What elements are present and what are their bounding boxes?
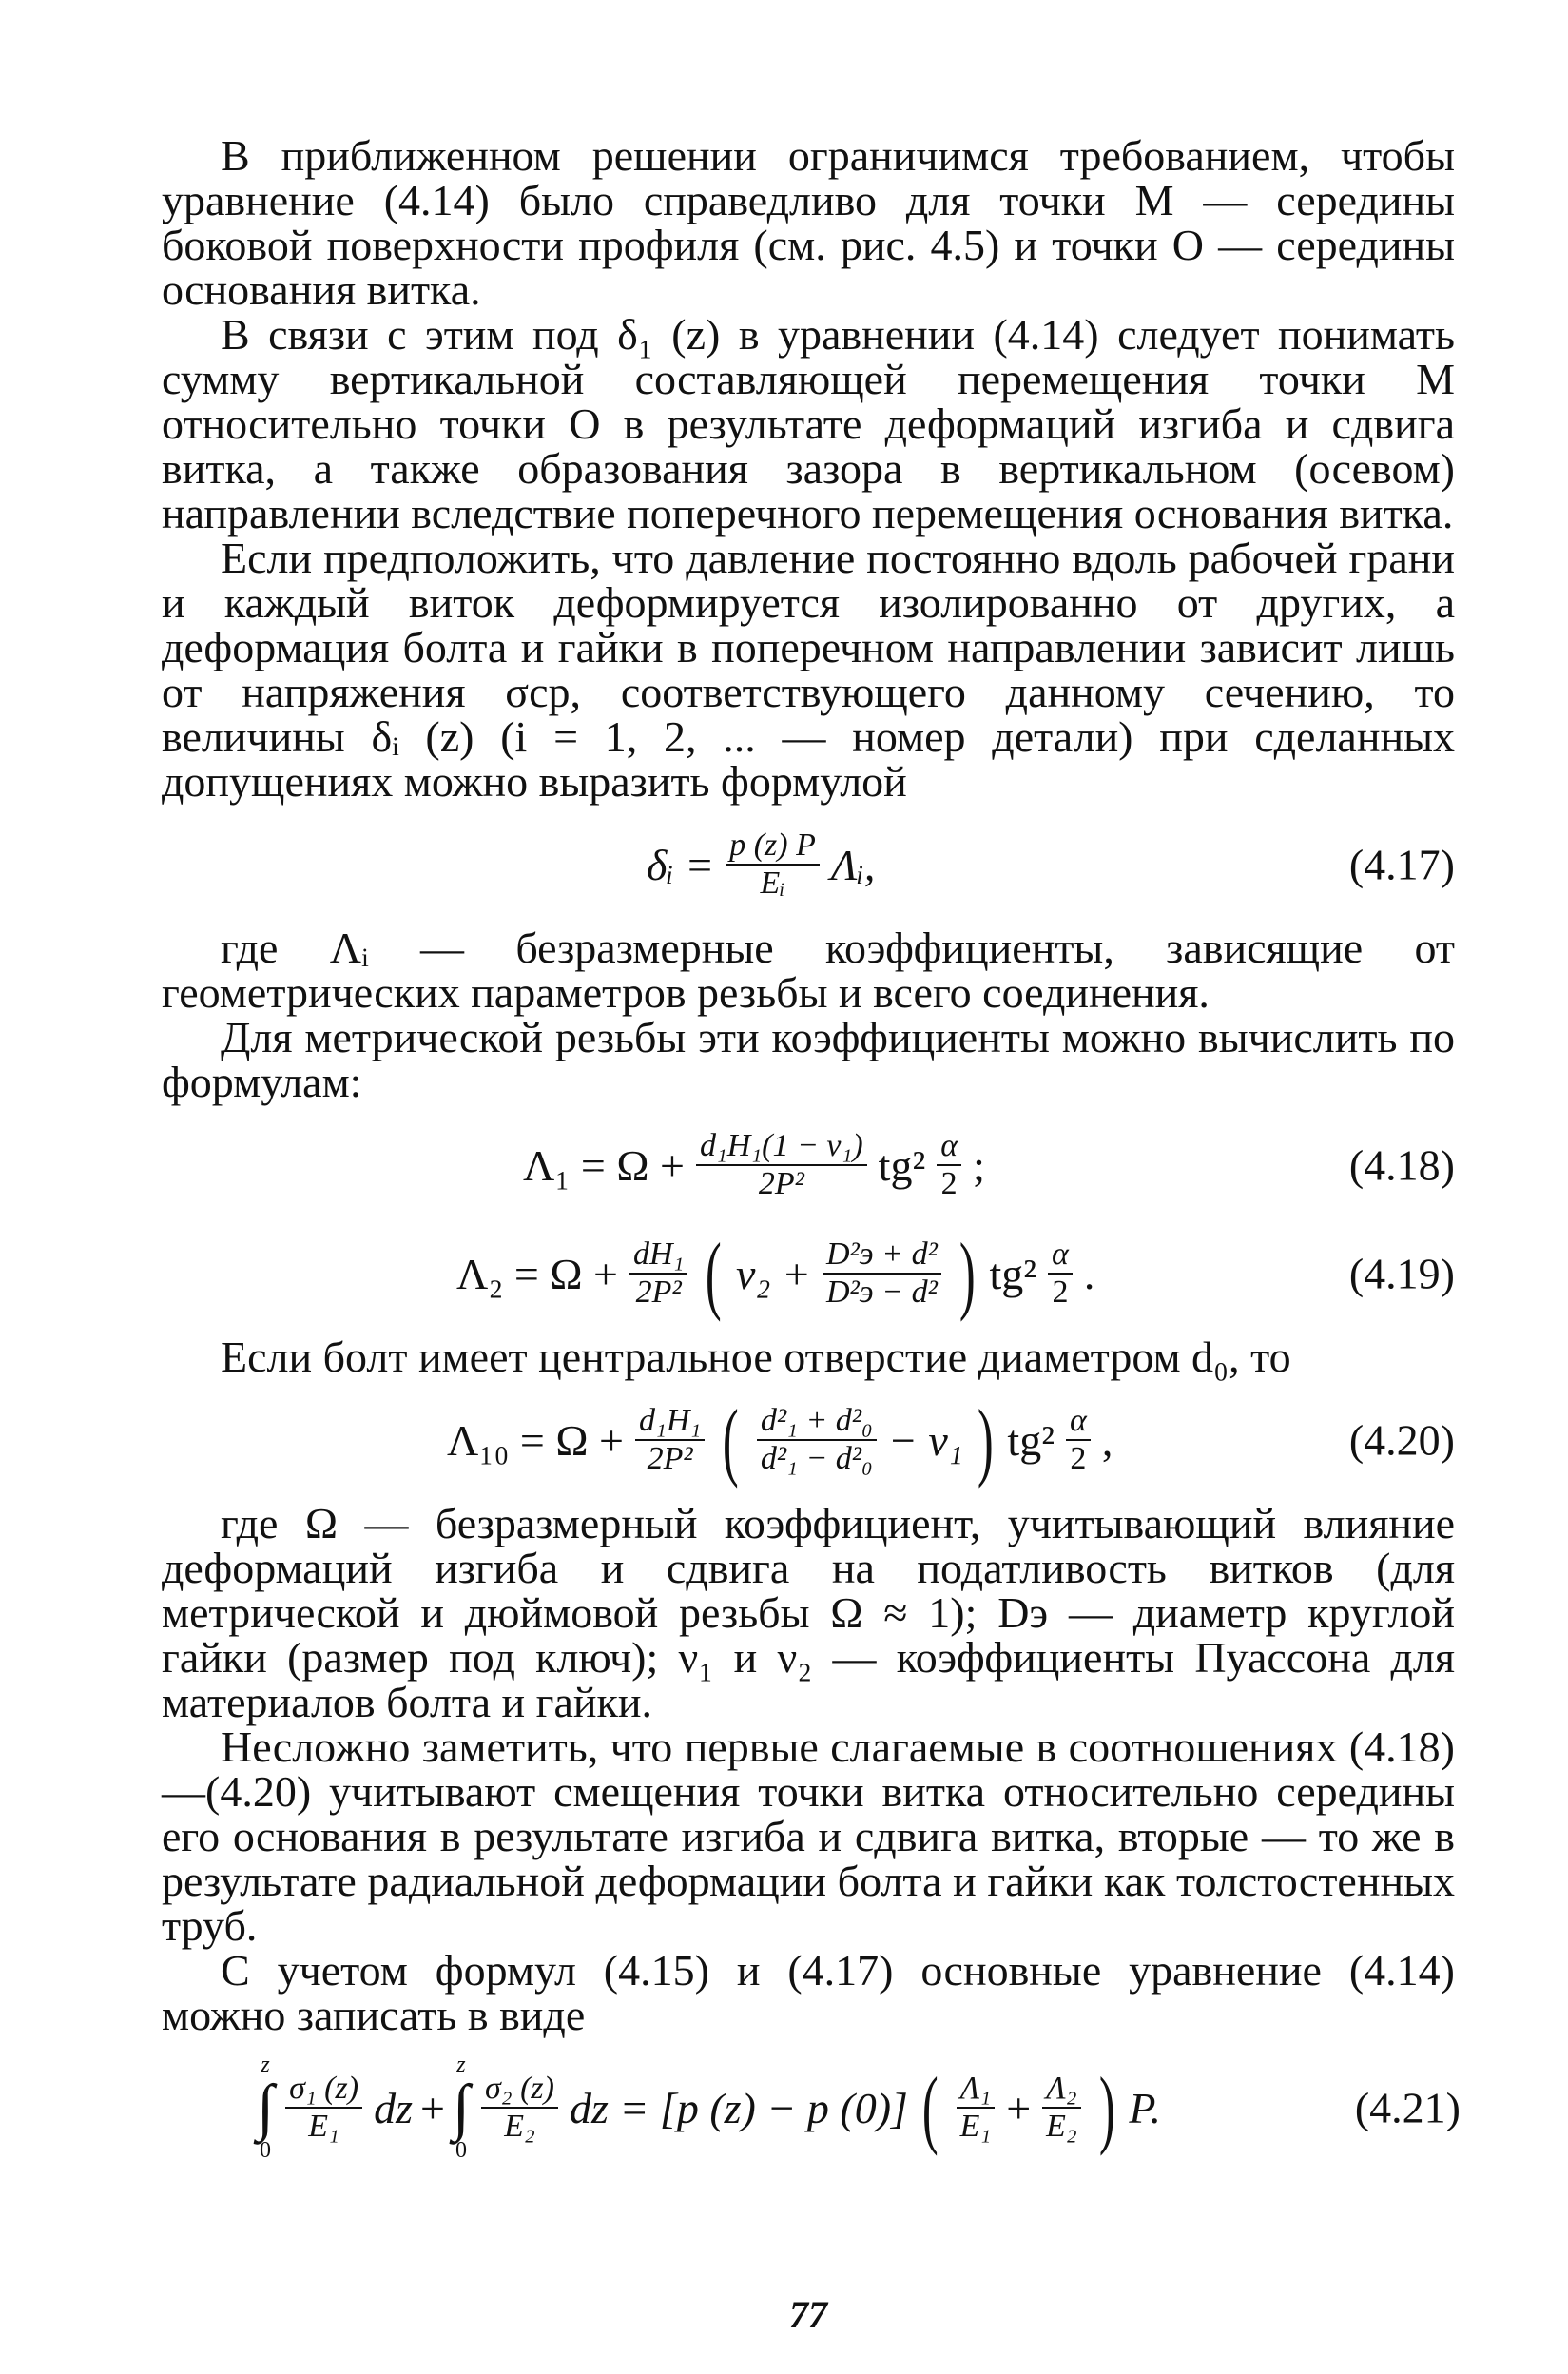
left-paren: ( <box>706 1225 723 1322</box>
paragraph-6: Если болт имеет центральное отверстие диаметром d₀, то <box>221 1333 1291 1381</box>
equation-label: (4.17) <box>1348 840 1455 889</box>
fraction: $\frac{p (z) P}{\text{Eᵢ}}$ <box>726 827 820 902</box>
paragraph-8: Несложно заметить, что первые слагаемые в соотношениях (4.18)—(4.20) учитывают смещения точки витка относительно середины его основания в результате изгиба и сдвига витка, вторые — то же в результате радиальной деформации болта и гайки как толстостенных труб. <box>162 1722 1455 1950</box>
equation-label: (4.21) <box>1354 2083 1461 2132</box>
right-paren: ) <box>958 1225 976 1322</box>
paragraph-9: С учетом формул (4.15) и (4.17) основные уравнение (4.14) можно записать в виде <box>162 1946 1455 2039</box>
paragraph-4: где Λᵢ — безразмерные коэффициенты, зависящие от геометрических параметров резьбы и всего соединения. <box>162 924 1455 1017</box>
equation-4-21: z ∫ 0 $\frac{\text{σ₁ (z)}}{\text{E₁}}$ dz + z ∫ 0 $\frac{\text{σ₂ (z)}}{\text{E₂}}$ dz = [p (z) − p (0)] ( $\frac{\text{Λ₁}}{\text{E₁}}$ + $\frac{\text{Λ₂}}{\text{E₂}}$ ) P. (4.21) <box>257 2053 1461 2163</box>
equation-label: (4.19) <box>1348 1249 1455 1298</box>
paragraph-2: В связи с этим под δ₁ (z) в уравнении (4.14) следует понимать сумму вертикальной составляющей перемещения точки M относительно точки O в результате деформаций изгиба и сдвига витка, а также образования зазора в вертикальном (осевом) направлении вследствие поперечного перемещения основания витка. <box>162 310 1455 537</box>
paragraph-1: В приближенном решении ограничимся требованием, чтобы уравнение (4.14) было справедливо для точки M — середины боковой поверхности профиля (см. рис. 4.5) и точки O — середины основания витка. <box>162 131 1455 314</box>
equation-4-17: δᵢ = $\frac{p (z) P}{\text{Eᵢ}}$ Λᵢ, (4.17) <box>647 827 1455 901</box>
paragraph-7: где Ω — безразмерный коэффициент, учитывающий влияние деформаций изгиба и сдвига на податливость витков (для метрической и дюймовой резьбы Ω ≈ 1); Dэ — диаметр круглой гайки (размер под ключ); ν₁ и ν₂ — коэффициенты Пуассона для материалов болта и гайки. <box>162 1499 1455 1726</box>
paragraph-5: Для метрической резьбы эти коэффициенты можно вычислить по формулам: <box>162 1013 1455 1106</box>
equation-label: (4.18) <box>1348 1140 1455 1190</box>
equation-4-19: Λ₂ = Ω + $\frac{\text{dH₁}}{\text{2P²}}$ ( ν₂ + $\frac{\text{D²э + d²}}{\text{D²э − d²}}$ ) tg² $\frac{\alpha}{2}$ . (4.19) <box>456 1225 1455 1322</box>
page-number: 77 <box>789 2293 827 2336</box>
equation-label: (4.20) <box>1348 1415 1455 1465</box>
equation-4-18: Λ₁ = Ω + $\frac{\text{d₁H₁(1 − ν₁)}}{\text{2P²}}$ tg² $\frac{\alpha}{2}$ ; (4.18) <box>523 1128 1455 1201</box>
paragraph-3: Если предположить, что давление постоянно вдоль рабочей грани и каждый виток деформируется изолированно от других, а деформация болта и гайки в поперечном направлении зависит лишь от напряжения σср, соответствующего данному сечению, то величины δᵢ (z) (i = 1, 2, ... — номер детали) при сделанных допущениях можно выразить формулой <box>162 534 1455 806</box>
integral-1: z ∫ 0 <box>257 2053 275 2163</box>
integral-2: z ∫ 0 <box>452 2053 471 2163</box>
equation-4-20: Λ₁₀ = Ω + $\frac{\text{d₁H₁}}{\text{2P²}}$ ( $\frac{\text{d²₁ + d²₀}}{\text{d²₁ − d²₀}}$ − ν₁ ) tg² $\frac{\alpha}{2}$ , (4.20) <box>447 1391 1455 1489</box>
eq-lhs: δᵢ = <box>647 840 715 889</box>
left-paren: ( <box>723 1391 739 1489</box>
page-body <box>162 131 1461 2336</box>
right-paren: ) <box>977 1391 994 1489</box>
